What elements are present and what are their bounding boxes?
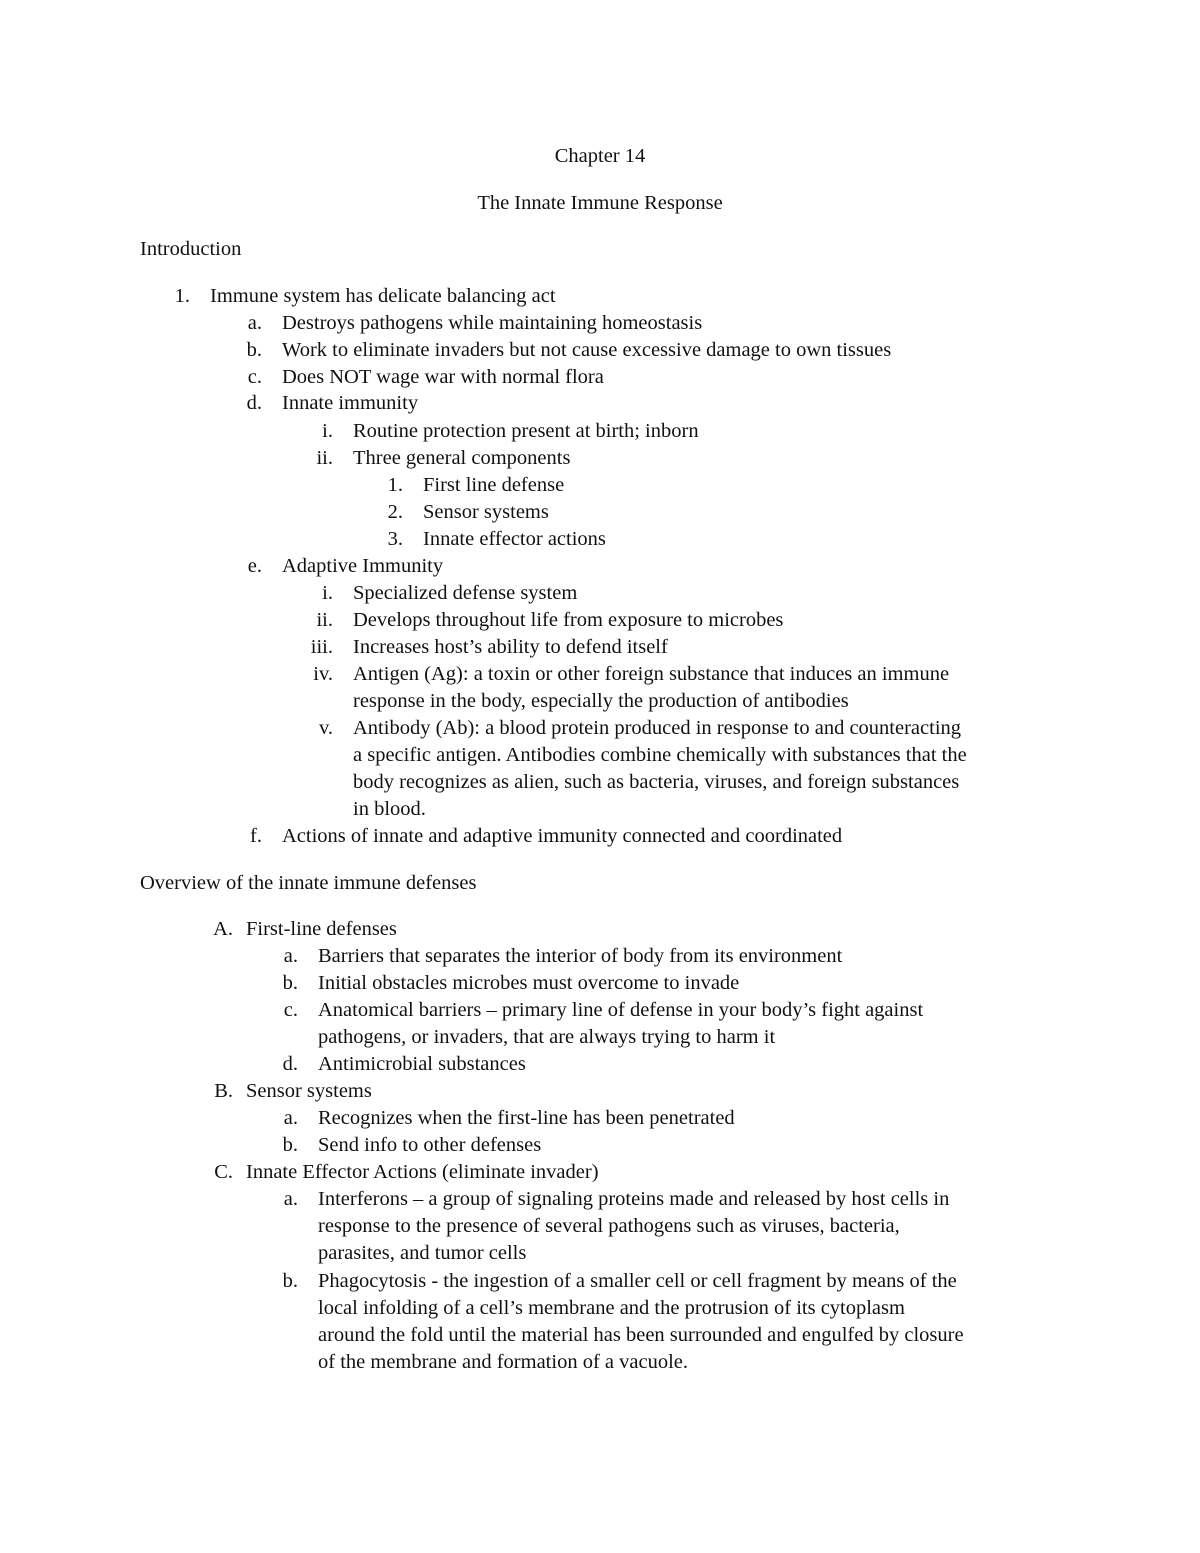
list-item-text: Initial obstacles microbes must overcome to invade xyxy=(318,972,740,994)
list-item-text: Anatomical barriers – primary line of defense in your body’s fight against xyxy=(318,999,924,1021)
list-item-text: Sensor systems xyxy=(246,1080,372,1102)
list-item-text: local infolding of a cell’s membrane and the protrusion of its cytoplasm xyxy=(318,1297,905,1319)
list-item-text: parasites, and tumor cells xyxy=(318,1242,527,1264)
list-marker: f. xyxy=(250,825,262,847)
list-marker: C. xyxy=(214,1161,233,1183)
list-marker: 1. xyxy=(387,474,403,496)
list-marker: iii. xyxy=(310,636,333,658)
list-marker: d. xyxy=(246,392,262,414)
list-marker: 2. xyxy=(387,501,403,523)
list-item-text: response in the body, especially the production of antibodies xyxy=(353,690,849,712)
list-item-text: Phagocytosis - the ingestion of a smaller cell or cell fragment by means of the xyxy=(318,1270,957,1292)
list-item-text: Work to eliminate invaders but not cause excessive damage to own tissues xyxy=(282,339,892,361)
list-marker: v. xyxy=(318,717,333,739)
list-marker: a. xyxy=(247,312,262,334)
list-marker: ii. xyxy=(316,609,333,631)
list-marker: 1. xyxy=(174,285,190,307)
list-item-text: First-line defenses xyxy=(246,918,397,940)
list-marker: b. xyxy=(282,972,298,994)
list-item-text: Specialized defense system xyxy=(353,582,578,604)
list-marker: c. xyxy=(247,366,262,388)
list-item-text: Immune system has delicate balancing act xyxy=(210,285,556,307)
list-item-text: Adaptive Immunity xyxy=(282,555,444,577)
list-item-text: Antigen (Ag): a toxin or other foreign substance that induces an immune xyxy=(353,663,950,685)
section-heading-introduction: Introduction xyxy=(140,238,242,260)
list-marker: c. xyxy=(283,999,298,1021)
list-marker: e. xyxy=(247,555,262,577)
list-item-text: Destroys pathogens while maintaining homeostasis xyxy=(282,312,703,334)
list-item-text: Three general components xyxy=(353,447,571,469)
page-title: The Innate Immune Response xyxy=(477,192,723,214)
list-item-text: pathogens, or invaders, that are always trying to harm it xyxy=(318,1026,776,1048)
list-item-text: Recognizes when the first-line has been penetrated xyxy=(318,1107,735,1129)
list-marker: B. xyxy=(214,1080,233,1102)
list-item-text: Interferons – a group of signaling proteins made and released by host cells in xyxy=(318,1188,950,1210)
list-marker: a. xyxy=(283,1107,298,1129)
list-item-text: around the fold until the material has been surrounded and engulfed by closure xyxy=(318,1324,964,1346)
list-item-text: Antibody (Ab): a blood protein produced in response to and counteracting xyxy=(353,717,962,739)
list-item-text: Increases host’s ability to defend itself xyxy=(353,636,668,658)
list-marker: A. xyxy=(213,918,233,940)
list-marker: d. xyxy=(282,1053,298,1075)
list-marker: ii. xyxy=(316,447,333,469)
list-item-text: Sensor systems xyxy=(423,501,549,523)
list-item-text: Innate immunity xyxy=(282,392,419,414)
list-item-text: Innate effector actions xyxy=(423,528,606,550)
list-item-text: a specific antigen. Antibodies combine chemically with substances that the xyxy=(353,744,967,766)
list-item-text: Routine protection present at birth; inborn xyxy=(353,420,699,442)
list-item-text: Innate Effector Actions (eliminate invader) xyxy=(246,1161,599,1183)
list-item-text: Antimicrobial substances xyxy=(318,1053,526,1075)
list-item-text: Barriers that separates the interior of body from its environment xyxy=(318,945,843,967)
list-marker: 3. xyxy=(387,528,403,550)
list-marker: b. xyxy=(282,1270,298,1292)
list-item-text: response to the presence of several pathogens such as viruses, bacteria, xyxy=(318,1215,900,1237)
list-item-text: Send info to other defenses xyxy=(318,1134,542,1156)
list-marker: b. xyxy=(246,339,262,361)
list-item-text: body recognizes as alien, such as bacteria, viruses, and foreign substances xyxy=(353,771,960,793)
list-marker: b. xyxy=(282,1134,298,1156)
list-item-text: of the membrane and formation of a vacuole. xyxy=(318,1351,688,1373)
list-item-text: Actions of innate and adaptive immunity connected and coordinated xyxy=(282,825,843,847)
list-item-text: Does NOT wage war with normal flora xyxy=(282,366,604,388)
list-marker: a. xyxy=(283,945,298,967)
list-marker: i. xyxy=(322,582,333,604)
section-heading-overview: Overview of the innate immune defenses xyxy=(140,872,477,894)
list-marker: a. xyxy=(283,1188,298,1210)
list-item-text: in blood. xyxy=(353,798,426,820)
chapter-heading: Chapter 14 xyxy=(554,145,646,167)
list-item-text: Develops throughout life from exposure to microbes xyxy=(353,609,784,631)
list-marker: i. xyxy=(322,420,333,442)
list-marker: iv. xyxy=(313,663,333,685)
list-item-text: First line defense xyxy=(423,474,565,496)
